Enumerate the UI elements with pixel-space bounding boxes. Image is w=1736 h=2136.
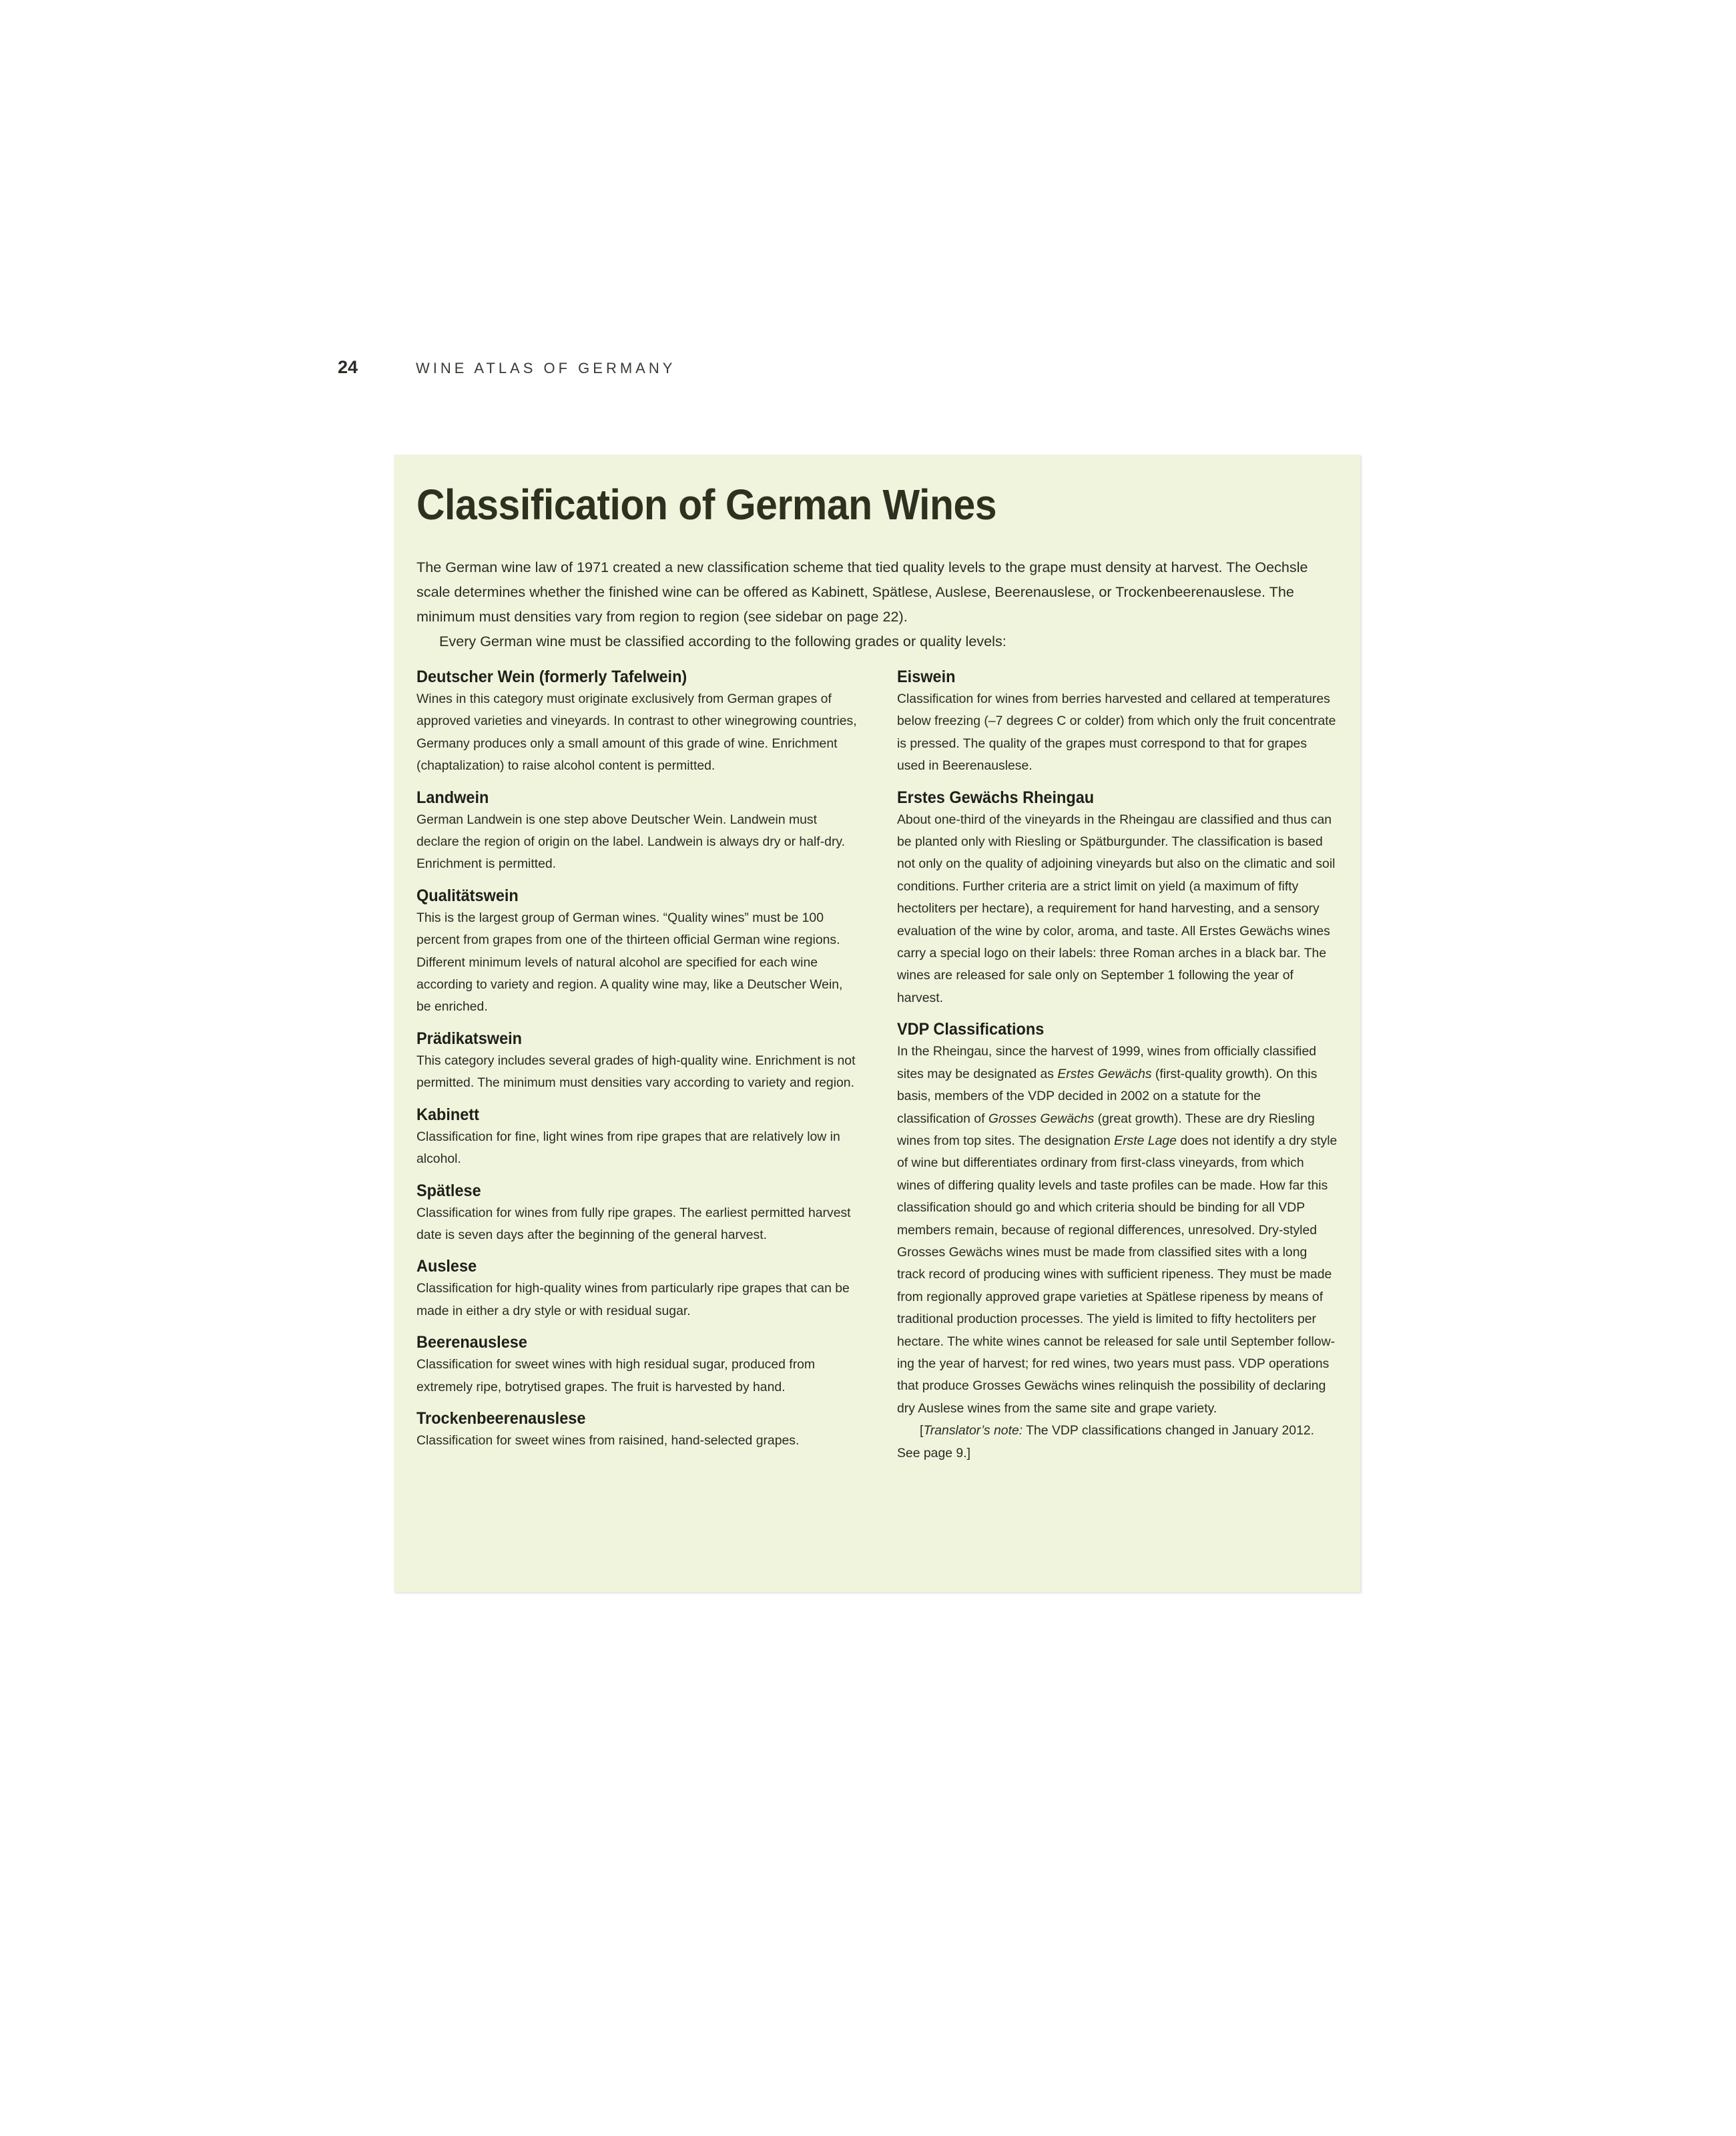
entry-erstes-gewachs-rheingau [897, 787, 1338, 1010]
entry-text: This is the largest group of German wines. “Quality wines” must be 100 percent from grapes from one of the thirteen official German wine regions. Different minimum levels of natural alcohol are specified for each wine according to variety and region. A quality wine may, like a Deutscher Wein, be enriched. [416, 910, 843, 1015]
running-head [338, 357, 675, 384]
entry-beerenauslese [416, 1332, 857, 1398]
entry-heading: Qualitätswein [416, 886, 519, 905]
classification-sidebar-panel [394, 455, 1360, 1592]
text-run: does not identify a dry style of wine but differentiates ordinary from first-class vineyards, from which wines of differing quality levels and taste profiles can be made. How far this classification should go and which criteria should be binding for all VDP members remain, because of regional differences, unresolved. Dry-styled Grosses Gewächs wines must be made from classified sites with a long track record of producing wines with sufficient ripeness. They must be made from regionally approved grape varieties at Spätlese ripeness by means of traditional production processes. The yield is limited to fifty hectoliters per hectare. The white wines cannot be released for sale until September following the year of harvest; for red wines, two years must pass. VDP operations that produce Grosses Gewächs wines relinquish the possibility of declaring dry Auslese wines from the same site and grape variety. [897, 1133, 1338, 1416]
bracket: [ [920, 1423, 924, 1438]
right-column [897, 666, 1338, 1474]
entry-heading: VDP Classifications [897, 1020, 1045, 1039]
entry-eiswein [897, 666, 1338, 778]
intro-paragraph: The German wine law of 1971 created a new classification scheme that tied quality levels to the grape must density at harvest. The Oechsle scale determines whether the finished wine can be offered as Kabinett, Spätlese, Auslese, Beerenauslese, or Trockenbeerenauslese. The minimum must densities vary from region to region (see sidebar on page 22). [416, 559, 1308, 625]
entry-text: Classification for wines from fully ripe grapes. The earliest permitted harvest date is seven days after the beginning of the general harvest. [416, 1205, 851, 1242]
entry-text: Classification for wines from berries harvested and cellared at temperatures below freezing (–7 degrees C or colder) from which only the fruit concentrate is pressed. The quality of the grapes must correspond to that for grapes used in Beerenauslese. [897, 692, 1336, 774]
entry-heading: Kabinett [416, 1105, 479, 1124]
entry-text: This category includes several grades of high-quality wine. Enrichment is not permitted. The minimum must densities vary according to variety and region. [416, 1053, 856, 1091]
entry-text: Classification for sweet wines from raisined, hand-selected grapes. [416, 1432, 800, 1448]
book-title: WINE ATLAS OF GERMANY [416, 360, 676, 376]
columns [416, 666, 1338, 1474]
intro-paragraph: Every German wine must be classified according to the following grades or quality levels: [439, 633, 1006, 649]
text-run: (great growth). These are dry Riesling wines from top sites. The designation [897, 1111, 1315, 1148]
term-erste-lage: Erste Lage [1114, 1133, 1177, 1148]
entry-trockenbeerenauslese [416, 1408, 857, 1452]
entry-spatlese [416, 1180, 857, 1247]
translator-note-text: The VDP classifications changed in January 2012. See page 9.] [897, 1423, 1315, 1460]
entry-deutscher-wein [416, 666, 857, 778]
entry-vdp-classifications [897, 1019, 1338, 1464]
panel-title: Classification of German Wines [416, 481, 997, 529]
text-run: In the Rheingau, since the harvest of 1999, wines from officially classified sites may be designated as [897, 1044, 1317, 1081]
entry-heading: Auslese [416, 1257, 477, 1276]
entry-heading: Trockenbeerenauslese [416, 1408, 586, 1428]
term-erstes-gewachs: Erstes Gewächs [1057, 1066, 1152, 1081]
entry-text: Wines in this category must originate exclusively from German grapes of approved varieties and vineyards. In contrast to other winegrowing countries, Germany produces only a small amount of this grade of wine. Enrichment (chaptalization) to raise alcohol content is permitted. [416, 692, 857, 774]
entry-text [897, 1041, 1338, 1420]
entry-landwein [416, 787, 857, 876]
entry-auslese [416, 1256, 857, 1322]
entry-heading: Prädikatswein [416, 1029, 523, 1048]
entry-heading: Erstes Gewächs Rheingau [897, 788, 1095, 807]
entry-text: Classification for high-quality wines from particularly ripe grapes that can be made in either a dry style or with residual sugar. [416, 1281, 850, 1318]
entry-heading: Deutscher Wein (formerly Tafelwein) [416, 668, 687, 686]
entry-kabinett [416, 1104, 857, 1171]
entry-pradikatswein [416, 1028, 857, 1095]
entry-heading: Spätlese [416, 1181, 481, 1200]
entry-heading: Eiswein [897, 668, 956, 686]
translator-note-label: Translator’s note: [923, 1423, 1023, 1438]
entry-qualitatswein [416, 885, 857, 1019]
intro [416, 555, 1338, 653]
entry-text: Classification for fine, light wines from ripe grapes that are relatively low in alcohol. [416, 1129, 840, 1167]
text-run: (first-quality growth). On this basis, members of the VDP decided in 2002 on a statute for the classification of [897, 1066, 1318, 1126]
entry-text: About one-third of the vineyards in the Rheingau are classified and thus can be planted only with Riesling or Spätburgunder. The classification is based not only on the quality of adjoining vineyards but also on the climatic and soil conditions. Further criteria are a strict limit on yield (a maximum of fifty hectoliters per hectare), a requirement for hand harvesting, and a sensory evaluation of the wine by color, aroma, and taste. All Erstes Gewächs wines carry a special logo on their labels: three Roman arches in a black bar. The wines are released for sale only on September 1 following the year of harvest. [897, 812, 1336, 1005]
term-grosses-gewachs: Grosses Gewächs [988, 1111, 1095, 1126]
entry-text: Classification for sweet wines with high residual sugar, produced from extremely ripe, botrytised grapes. The fruit is harvested by hand. [416, 1357, 816, 1394]
left-column [416, 666, 857, 1474]
entry-heading: Beerenauslese [416, 1333, 527, 1352]
translator-note [897, 1420, 1338, 1464]
entry-heading: Landwein [416, 788, 489, 807]
page-number: 24 [338, 357, 358, 377]
entry-text: German Landwein is one step above Deutscher Wein. Landwein must declare the region of origin on the label. Landwein is always dry or half-dry. Enrichment is permitted. [416, 812, 846, 872]
